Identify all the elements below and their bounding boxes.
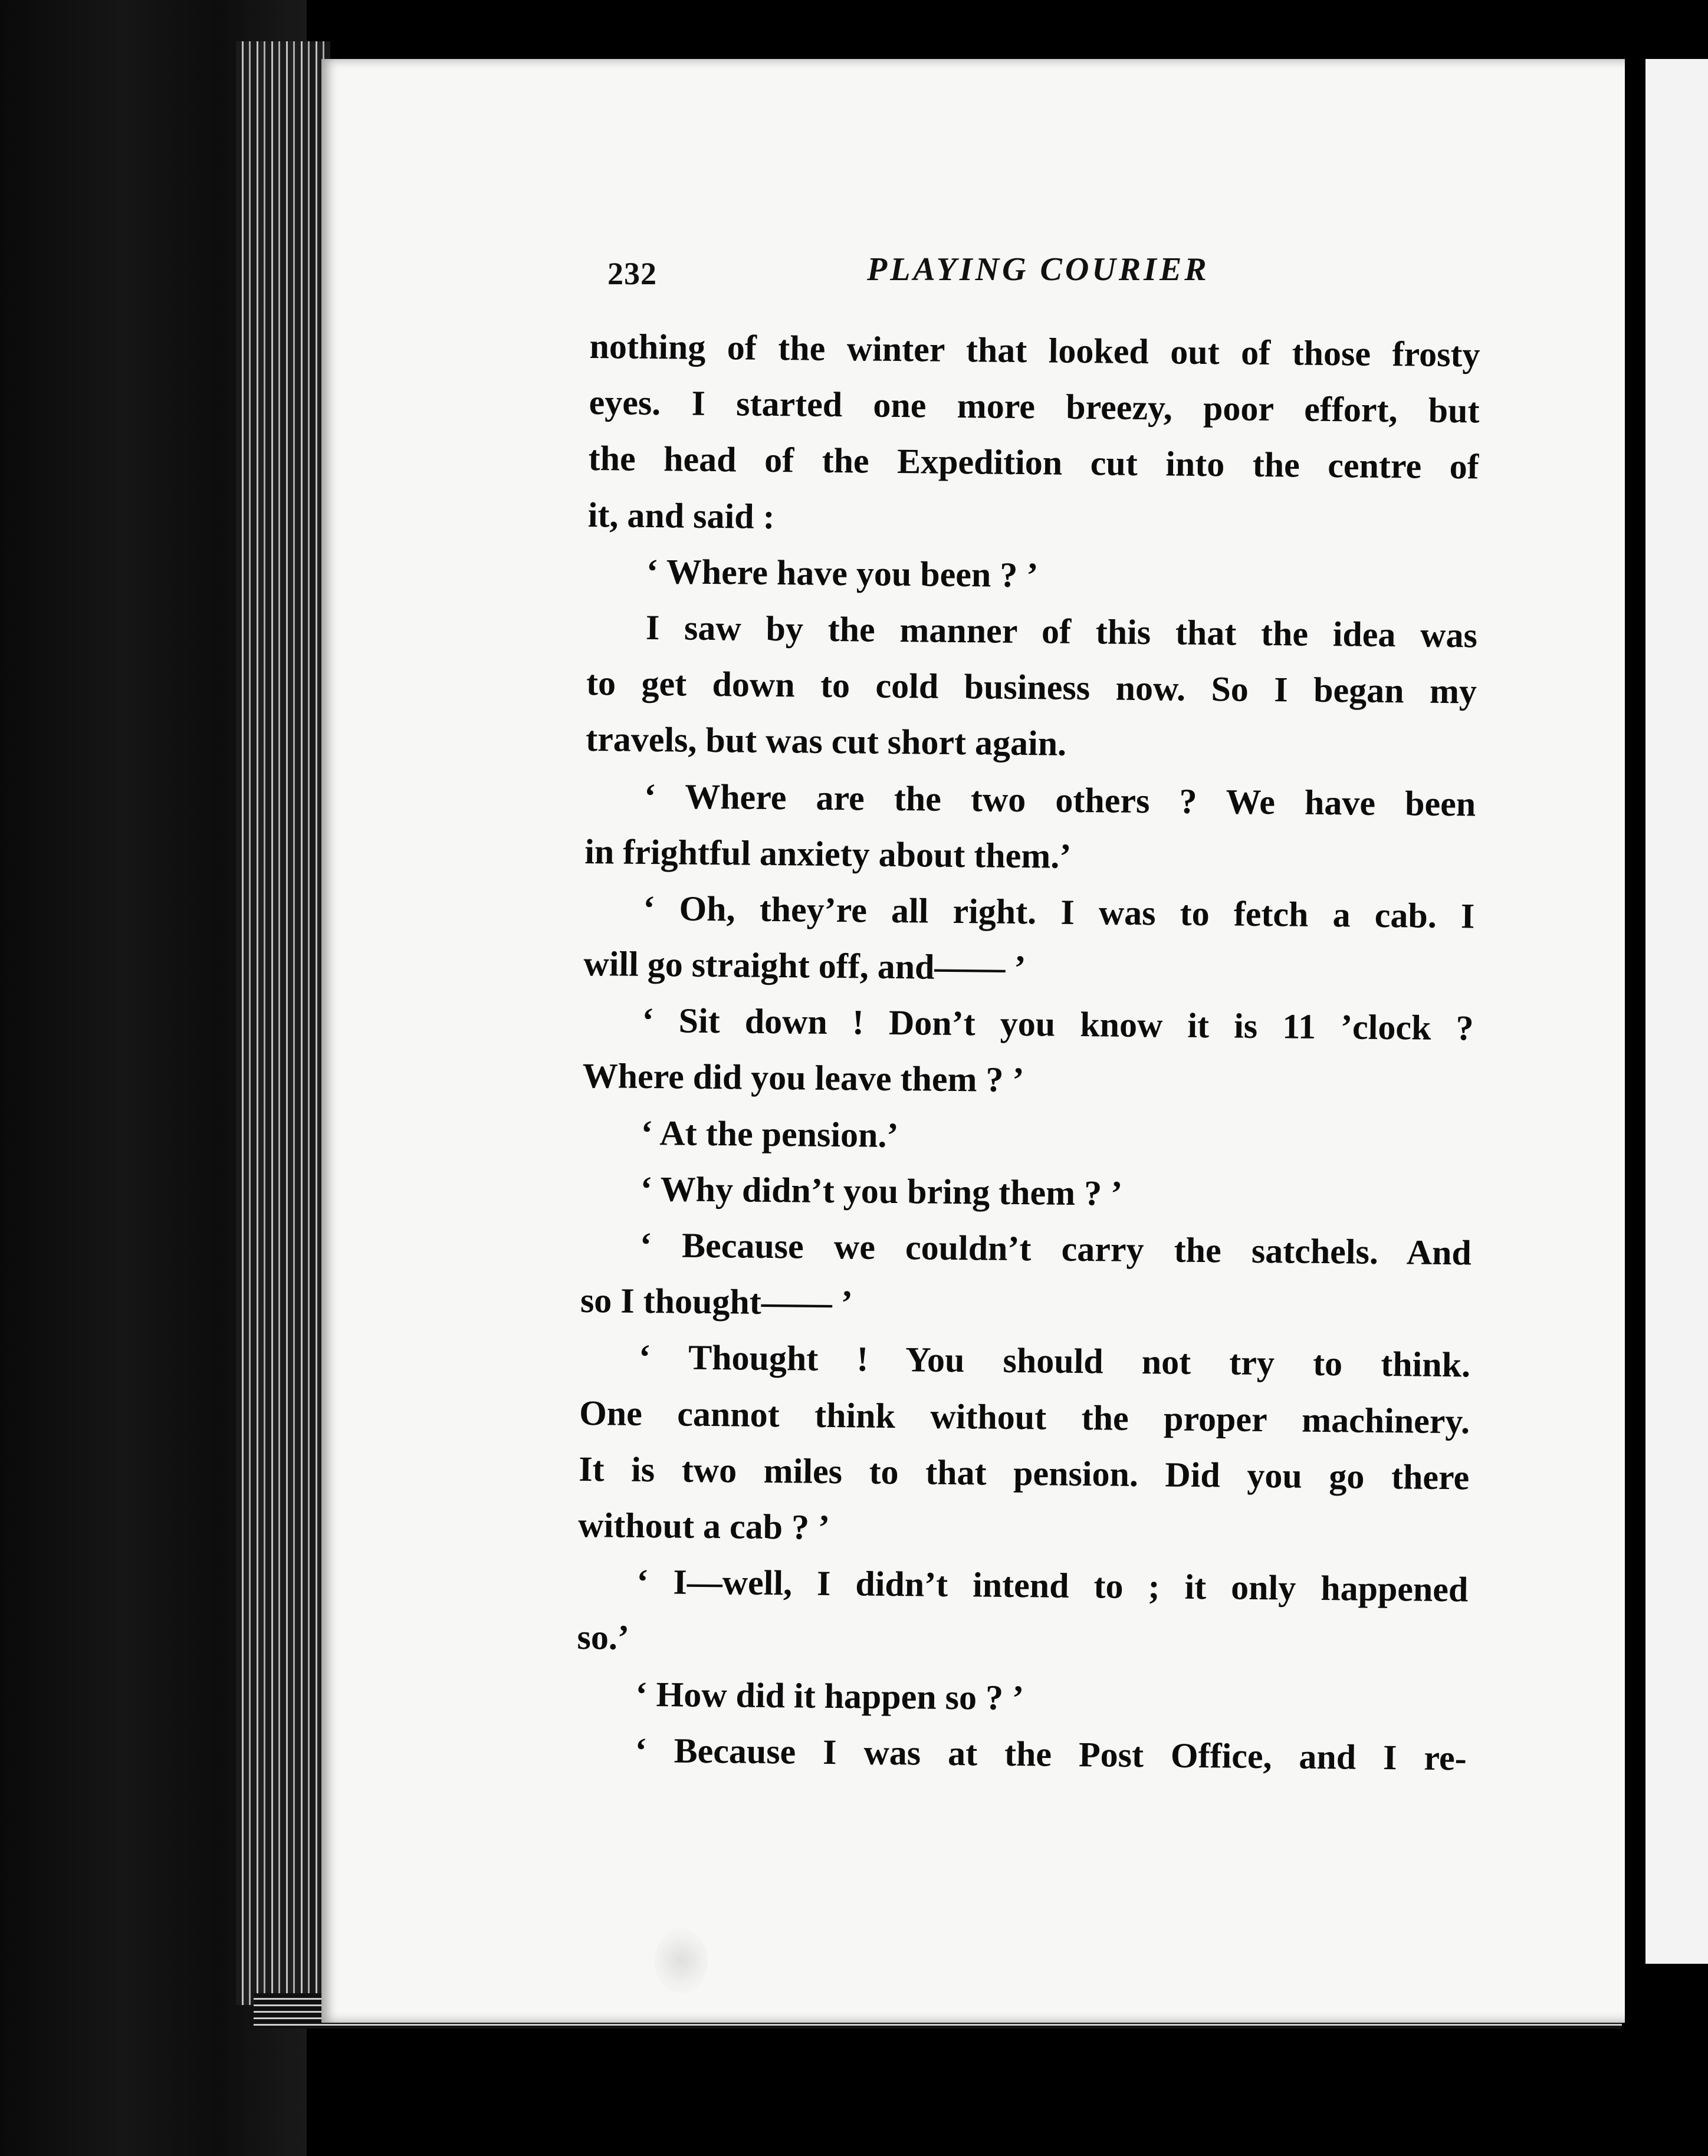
text-line: ‘ Because I was at the Post Office, and I re- xyxy=(635,1730,1467,1778)
text-line: it, and said : xyxy=(587,495,775,536)
facing-page-edge xyxy=(1645,59,1708,1964)
running-title: PLAYING COURIER xyxy=(867,251,1210,288)
text-line: nothing of the winter that looked out of those frosty xyxy=(589,326,1480,374)
text-line: ‘ I—well, I didn’t intend to ; it only happened xyxy=(636,1562,1469,1609)
text-line: to get down to cold business now. So I began my xyxy=(586,663,1477,711)
text-line: without a cab ? ’ xyxy=(578,1505,830,1547)
text-line: eyes. I started one more breezy, poor effort, but xyxy=(589,383,1480,430)
text-line: I saw by the manner of this that the idea was xyxy=(645,607,1478,655)
text-line: ‘ How did it happen so ? ’ xyxy=(635,1674,1024,1717)
text-line: ‘ Where have you been ? ’ xyxy=(646,551,1039,595)
page-header xyxy=(607,245,1239,304)
text-line: ‘ Because we couldn’t carry the satchels. And xyxy=(639,1225,1472,1273)
text-line: travels, but was cut short again. xyxy=(585,719,1067,764)
text-line: ‘ Oh, they’re all right. I was to fetch a cab. I xyxy=(643,888,1475,936)
facing-page-shadow xyxy=(1634,71,1638,1958)
text-line: One cannot think without the proper machinery. xyxy=(579,1393,1470,1441)
text-line: ‘ Sit down ! Don’t you know it is 11 ’clock ? xyxy=(642,1001,1474,1048)
text-line: so.’ xyxy=(577,1618,630,1658)
text-line: ‘ Thought ! You should not try to think. xyxy=(638,1337,1471,1385)
text-line: ‘ Why didn’t you bring them ? ’ xyxy=(640,1169,1123,1213)
text-line: the head of the Expedition cut into the centre of xyxy=(588,439,1479,487)
text-line: It is two miles to that pension. Did you go there xyxy=(578,1449,1470,1497)
page-edges xyxy=(236,41,330,2005)
text-line: ‘ Where are the two others ? We have been xyxy=(643,776,1476,823)
page-number: 232 xyxy=(607,256,657,291)
paper-smudge xyxy=(655,1928,708,1993)
text-line: in frightful anxiety about them.’ xyxy=(584,831,1072,876)
text-line: so I thought—— ’ xyxy=(580,1281,853,1323)
text-line: will go straight off, and—— ’ xyxy=(583,944,1026,988)
body-text xyxy=(576,318,1480,1786)
text-line: ‘ At the pension.’ xyxy=(640,1113,899,1155)
text-line: Where did you leave them ? ’ xyxy=(582,1056,1024,1100)
